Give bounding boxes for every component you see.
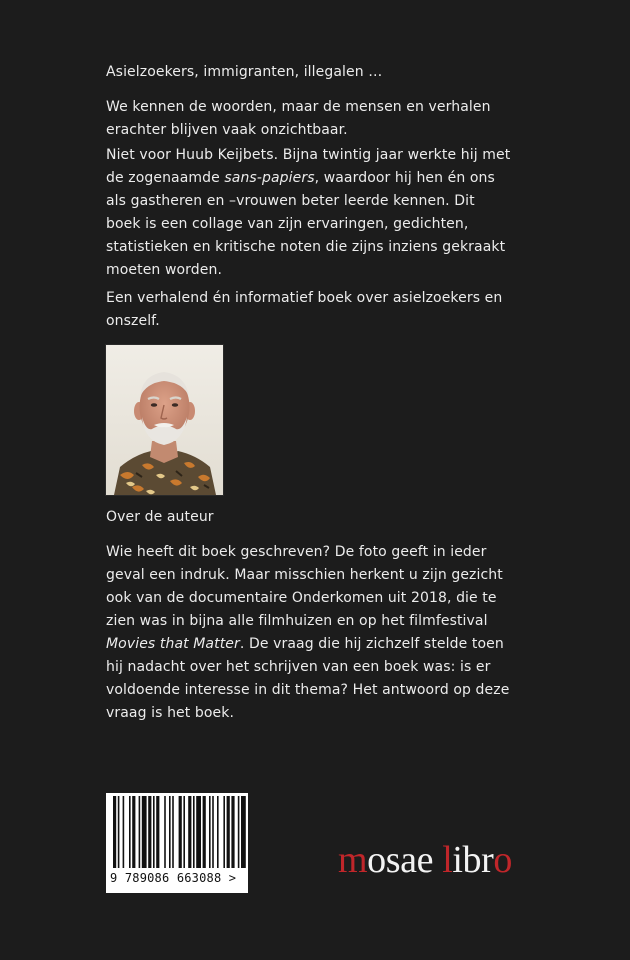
barcode-bar: [209, 796, 211, 868]
text-line: geval een indruk. Maar misschien herkent u zijn gezicht: [106, 567, 503, 583]
intro-line-text: Asielzoekers, immigranten, illegalen …: [106, 64, 383, 80]
intro-paragraph-2: [106, 96, 526, 142]
publisher-logo: [338, 838, 512, 882]
barcode-bar: [179, 796, 182, 868]
author-heading-text: Over de auteur: [106, 509, 214, 525]
barcode-bar: [169, 796, 171, 868]
barcode-bar: [231, 796, 234, 868]
barcode-bar: [241, 796, 246, 868]
barcode-bar: [188, 796, 191, 868]
isbn-barcode: [106, 793, 248, 893]
text-line: We kennen de woorden, maar de mensen en verhalen: [106, 99, 491, 115]
barcode-bar: [172, 796, 174, 868]
barcode-bar: [227, 796, 230, 868]
barcode-bar: [153, 796, 155, 868]
text-line: hij nadacht over het schrijven van een boek was: is er: [106, 659, 491, 675]
intro-paragraph-3: [106, 144, 526, 282]
text-run: de zogenaamde: [106, 170, 225, 186]
author-heading: [106, 506, 526, 529]
barcode-bar: [148, 796, 151, 868]
barcode-bar: [156, 796, 159, 868]
barcode-bar: [196, 796, 201, 868]
barcode-bar: [113, 796, 116, 868]
barcode-bar: [142, 796, 147, 868]
text-run: , waardoor hij hen én ons: [314, 170, 495, 186]
intro-paragraph-4: [106, 287, 526, 333]
text-line: boek is een collage van zijn ervaringen, gedichten,: [106, 216, 469, 232]
italic-term: sans-papiers: [224, 170, 315, 186]
text-line-mixed: [106, 167, 526, 190]
barcode-bar: [164, 796, 166, 868]
barcode-bars: [106, 793, 248, 873]
logo-text: ibr: [452, 839, 494, 881]
barcode-digits: 9 789086 663088 >: [110, 871, 237, 885]
text-line: voldoende interesse in dit thema? Het antwoord op deze: [106, 682, 510, 698]
text-run: . De vraag die hij zichzelf stelde toen: [239, 636, 504, 652]
barcode-bar: [132, 796, 135, 868]
text-line-mixed: [106, 633, 526, 656]
barcode-bar: [183, 796, 185, 868]
text-line: onszelf.: [106, 313, 160, 329]
text-line: erachter blijven vaak onzichtbaar.: [106, 122, 348, 138]
text-line: statistieken en kritische noten die zijns inziens gekraakt: [106, 239, 506, 255]
text-line: moeten worden.: [106, 262, 222, 278]
barcode-bar: [118, 796, 120, 868]
author-bio: [106, 541, 526, 725]
author-portrait-image: [106, 345, 223, 495]
text-line: als gastheren en –vrouwen beter leerde kennen. Dit: [106, 193, 475, 209]
logo-letter: m: [338, 839, 368, 881]
barcode-bar: [212, 796, 214, 868]
barcode-bar: [123, 796, 125, 868]
barcode-bar: [139, 796, 141, 868]
text-line: Een verhalend én informatief boek over asielzoekers en: [106, 290, 503, 306]
text-line: ook van de documentaire Onderkomen uit 2018, die te: [106, 590, 497, 606]
barcode-bar: [217, 796, 219, 868]
italic-title: Movies that Matter: [106, 636, 240, 652]
logo-text: osae: [367, 839, 443, 881]
barcode-bar: [203, 796, 206, 868]
logo-letter: l: [442, 839, 453, 881]
barcode-bar: [223, 796, 225, 868]
barcode-bar: [129, 796, 131, 868]
barcode-bar: [193, 796, 195, 868]
text-line: Niet voor Huub Keijbets. Bijna twintig jaar werkte hij met: [106, 147, 511, 163]
text-line: zien was in bijna alle filmhuizen en op het filmfestival: [106, 613, 488, 629]
text-line: vraag is het boek.: [106, 705, 235, 721]
text-line: Wie heeft dit boek geschreven? De foto geeft in ieder: [106, 544, 487, 560]
author-photo: [106, 345, 223, 495]
intro-line: [106, 61, 526, 84]
logo-letter: o: [493, 839, 512, 881]
barcode-bar: [238, 796, 240, 868]
